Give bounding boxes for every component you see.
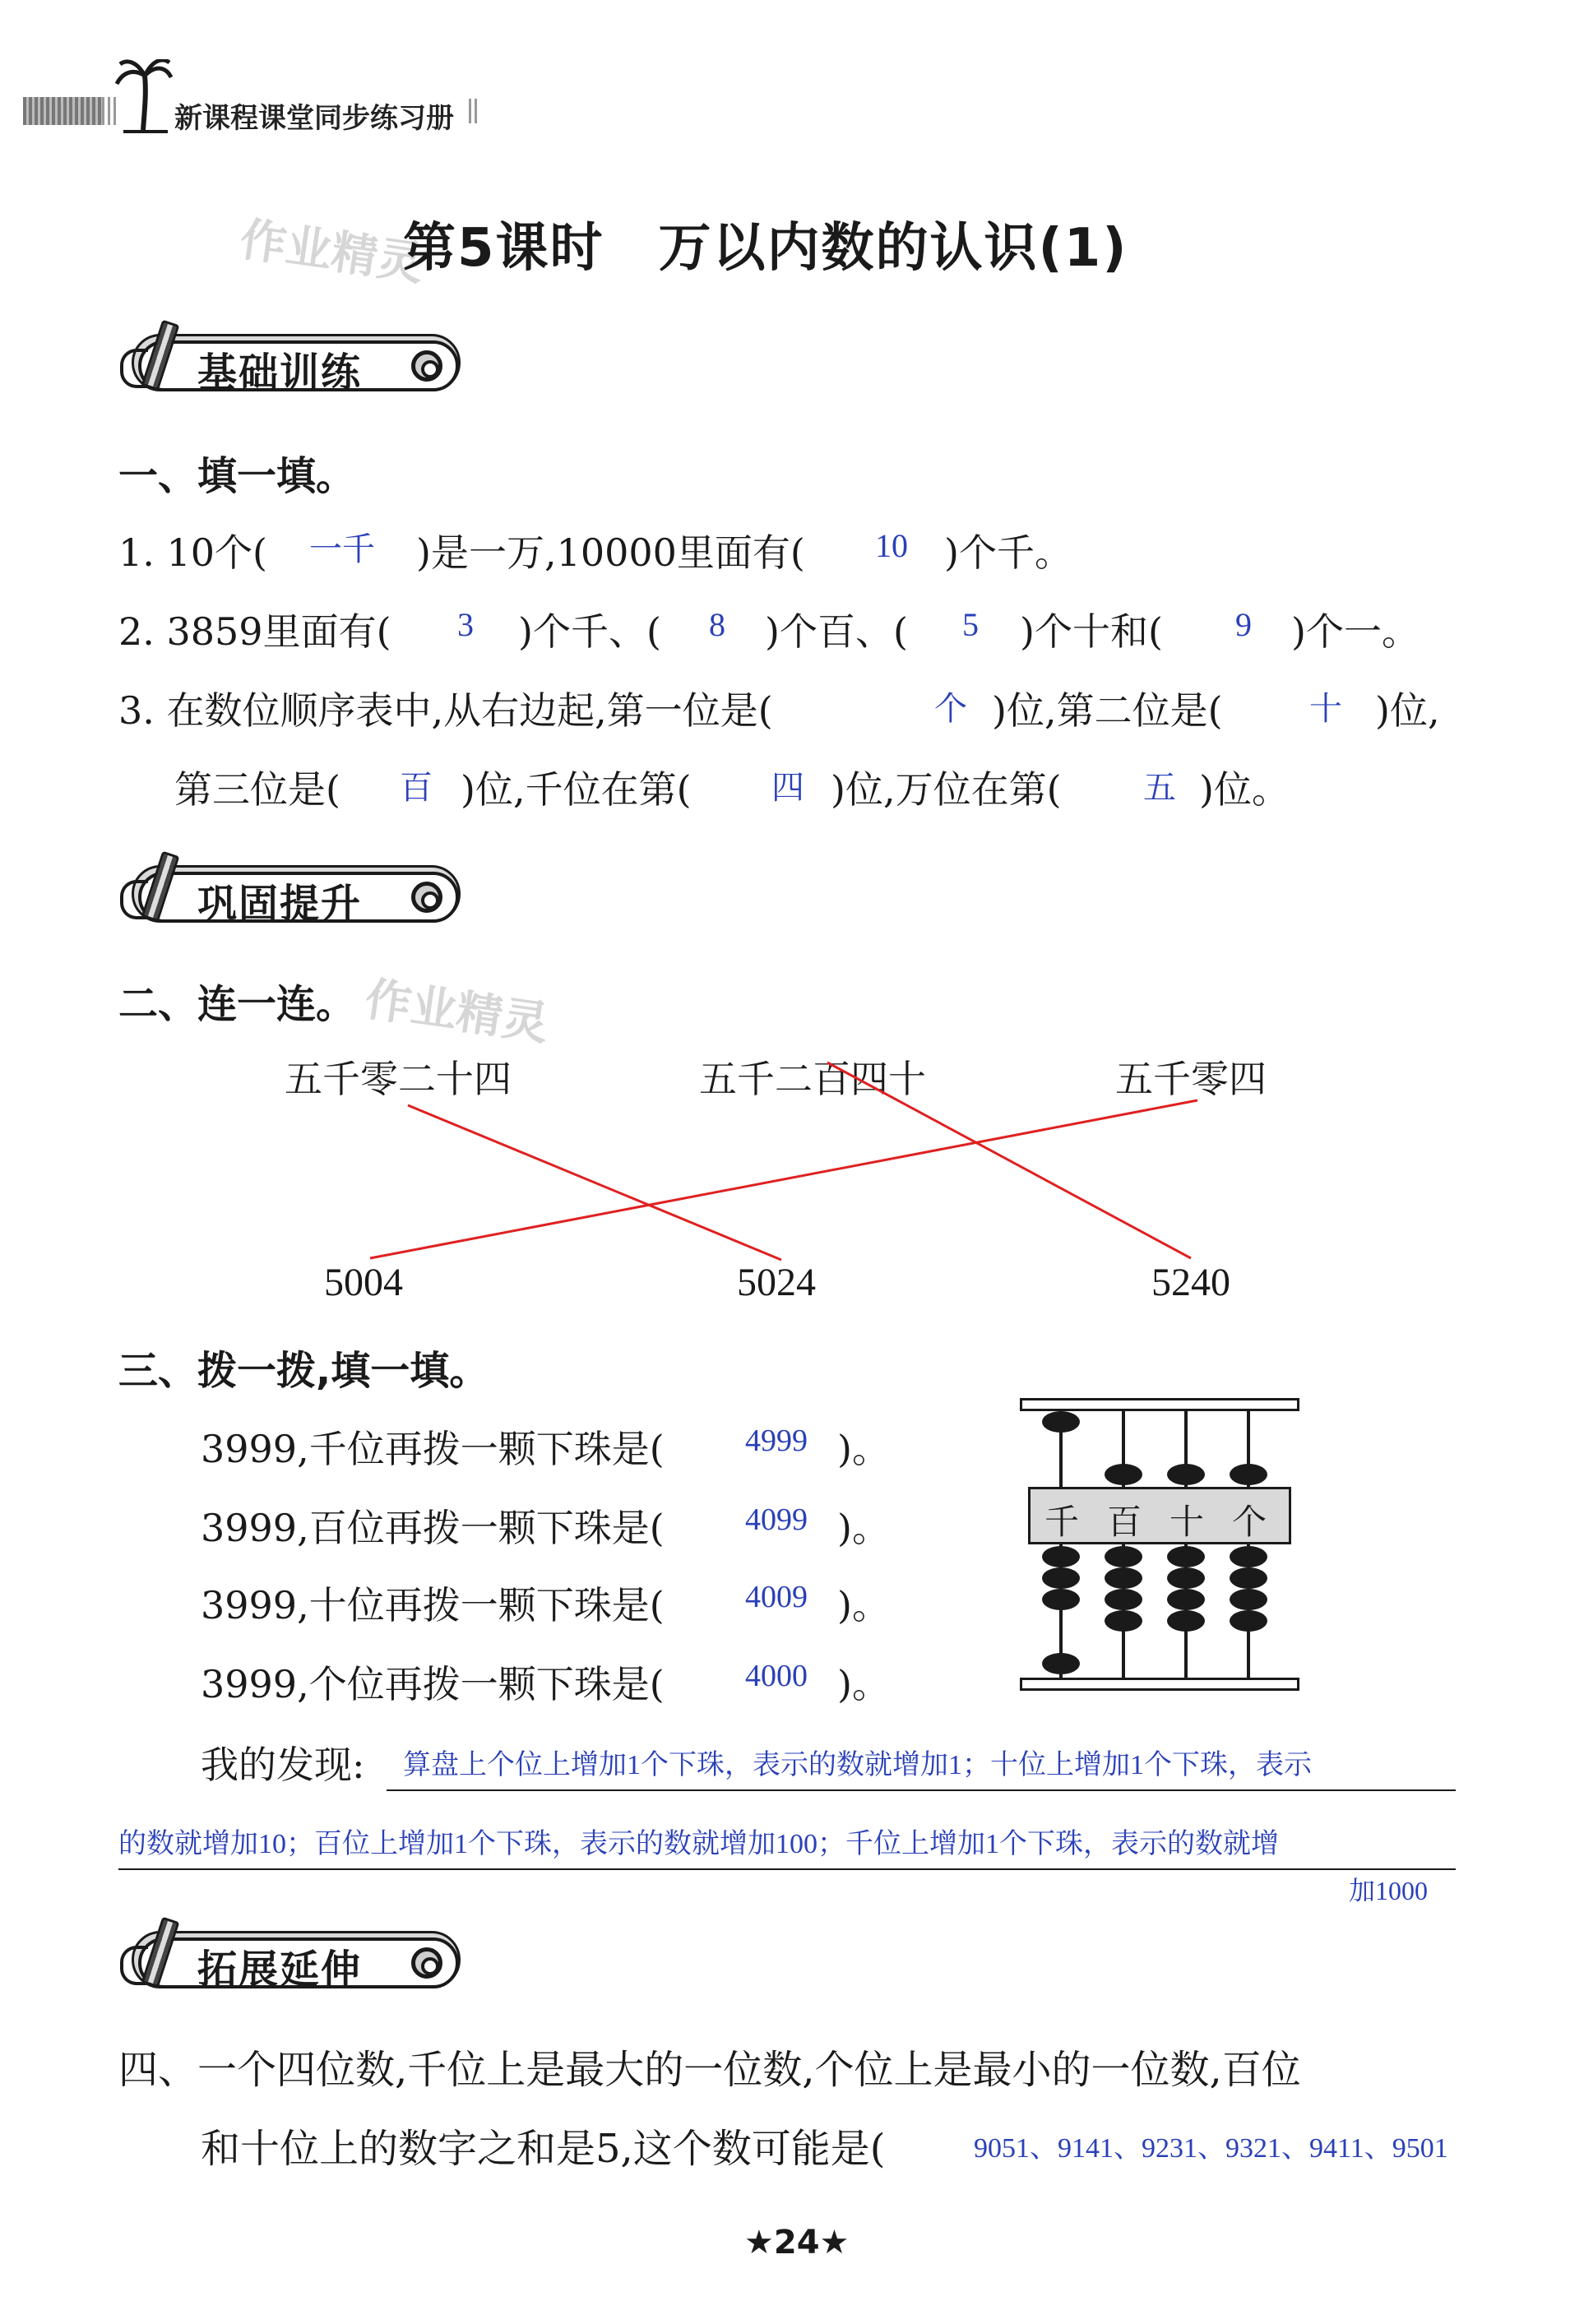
part4-line-1: 四、一个四位数,千位上是最大的一位数,个位上是最小的一位数,百位: [118, 2047, 1301, 2093]
ring-icon: [411, 1947, 442, 1979]
part1-heading: 一、填一填。: [118, 453, 356, 499]
q3-text-b: )位,第二位是(: [992, 688, 1223, 733]
abacus-lower-bead: [1230, 1567, 1267, 1589]
lesson-title: 第5课时 万以内数的认识(1): [403, 218, 1128, 279]
match-line: [370, 1100, 1197, 1258]
q3-text-e: )位,千位在第(: [461, 767, 692, 812]
q2-answer-1: 3: [457, 606, 474, 643]
part2-heading: 二、连一连。: [118, 981, 356, 1027]
match-line: [408, 1105, 781, 1260]
abacus-rod: [1122, 1410, 1125, 1679]
finding-line-1: 算盘上个位上增加1个下珠，表示的数就增加1；十位上增加1个下珠，表示: [403, 1750, 1312, 1780]
abacus-upper-bead: [1105, 1464, 1142, 1485]
book-title: 新课程课堂同步练习册: [174, 102, 454, 135]
finding-line-2: 的数就增加10；百位上增加1个下珠，表示的数就增加100；千位上增加1个下珠，表示的数就增: [118, 1829, 1279, 1859]
abacus-lower-bead: [1042, 1589, 1080, 1610]
abacus-place-label: 千: [1044, 1502, 1080, 1542]
close-paren: )。: [837, 1506, 890, 1550]
abacus-upper-bead: [1042, 1411, 1080, 1433]
abacus-row-answer: 4099: [745, 1502, 808, 1537]
abacus-lower-bead: [1042, 1567, 1080, 1589]
q2-text-a: 2. 3859里面有(: [118, 609, 391, 654]
close-paren: )。: [837, 1662, 890, 1706]
match-word-2: 五千二百四十: [699, 1057, 926, 1101]
q3-answer-3: 百: [400, 769, 433, 806]
q2-answer-2: 8: [709, 606, 725, 643]
part4-answer: 9051、9141、9231、9321、9411、9501: [974, 2133, 1448, 2164]
abacus-row-answer: 4009: [745, 1580, 808, 1614]
abacus: [1020, 1398, 1299, 1694]
part4-line-2: 和十位上的数字之和是5,这个数可能是(: [201, 2126, 886, 2172]
abacus-lower-bead: [1167, 1546, 1205, 1567]
abacus-rod: [1247, 1410, 1250, 1679]
abacus-row-text: 3999,千位再拨一颗下珠是(: [201, 1427, 665, 1471]
q1-answer-2: 10: [875, 527, 908, 564]
q1-text-b: )是一万,10000里面有(: [416, 530, 805, 575]
abacus-lower-bead: [1105, 1567, 1142, 1589]
match-word-1: 五千零二十四: [285, 1057, 512, 1101]
q3-answer-4: 四: [771, 769, 804, 806]
q3-text-g: )位。: [1199, 767, 1290, 812]
answer-underline: [118, 1868, 1456, 1870]
abacus-place-label: 十: [1169, 1502, 1205, 1542]
match-number-1: 5004: [324, 1261, 403, 1304]
q1-text-c: )个千。: [944, 530, 1072, 575]
abacus-lower-bead: [1167, 1567, 1205, 1589]
abacus-place-label: 个: [1232, 1502, 1267, 1542]
abacus-lower-bead: [1230, 1610, 1267, 1632]
q3-text-f: )位,万位在第(: [831, 767, 1062, 812]
abacus-lower-bead: [1105, 1546, 1142, 1567]
abacus-lower-bead: [1230, 1589, 1267, 1610]
watermark: 作业精灵: [236, 212, 427, 292]
abacus-rod: [1059, 1410, 1063, 1679]
q3-answer-2: 十: [1309, 690, 1342, 727]
section-banner-extend: [115, 1926, 469, 1993]
abacus-row-answer: 4000: [745, 1659, 808, 1693]
q3-text-a: 3. 在数位顺序表中,从右边起,第一位是(: [118, 688, 773, 733]
section-label: 拓展延伸: [197, 1947, 363, 1993]
close-paren: )。: [837, 1583, 890, 1627]
abacus-place-label: 百: [1107, 1502, 1142, 1542]
answer-underline: [387, 1789, 1456, 1791]
section-label: 巩固提升: [197, 881, 363, 927]
q3-answer-5: 五: [1143, 769, 1176, 806]
q2-answer-4: 9: [1235, 606, 1252, 643]
section-label: 基础训练: [197, 350, 363, 396]
abacus-row-answer: 4999: [745, 1424, 808, 1458]
abacus-row-text: 3999,百位再拨一颗下珠是(: [201, 1506, 665, 1550]
finding-line-3: 加1000: [1349, 1876, 1429, 1905]
q1-text-a: 1. 10个(: [118, 530, 267, 575]
abacus-lower-bead: [1167, 1589, 1205, 1610]
q2-text-c: )个百、(: [765, 609, 908, 654]
abacus-lower-bead: [1105, 1610, 1142, 1632]
q3-text-c: )位,: [1375, 688, 1440, 733]
abacus-lower-bead: [1105, 1589, 1142, 1610]
finding-label: 我的发现:: [201, 1743, 365, 1787]
abacus-lower-bead: [1042, 1653, 1080, 1674]
q3-answer-1: 个: [934, 690, 967, 727]
part3-heading: 三、拨一拨,填一填。: [118, 1348, 489, 1394]
q1-answer-1: 一千: [309, 530, 375, 567]
abacus-row-text: 3999,十位再拨一颗下珠是(: [201, 1583, 665, 1627]
q2-text-e: )个一。: [1291, 609, 1420, 654]
watermark: 作业精灵: [361, 972, 552, 1052]
match-word-3: 五千零四: [1115, 1057, 1267, 1101]
page-number: ★24★: [744, 2224, 850, 2262]
q2-answer-3: 5: [962, 606, 979, 643]
abacus-bottom-bar: [1020, 1678, 1299, 1691]
q2-text-d: )个十和(: [1020, 609, 1163, 654]
match-number-3: 5240: [1151, 1261, 1230, 1304]
abacus-upper-bead: [1167, 1464, 1205, 1485]
close-paren: )。: [837, 1427, 890, 1471]
abacus-rod: [1184, 1410, 1188, 1679]
abacus-lower-bead: [1230, 1546, 1267, 1567]
abacus-upper-bead: [1230, 1464, 1267, 1485]
abacus-row-text: 3999,个位再拨一颗下珠是(: [201, 1662, 665, 1706]
q3-text-d: 第三位是(: [174, 767, 340, 812]
match-number-2: 5024: [737, 1261, 816, 1304]
q2-text-b: )个千、(: [518, 609, 661, 654]
abacus-lower-bead: [1042, 1546, 1080, 1567]
abacus-lower-bead: [1167, 1610, 1205, 1632]
